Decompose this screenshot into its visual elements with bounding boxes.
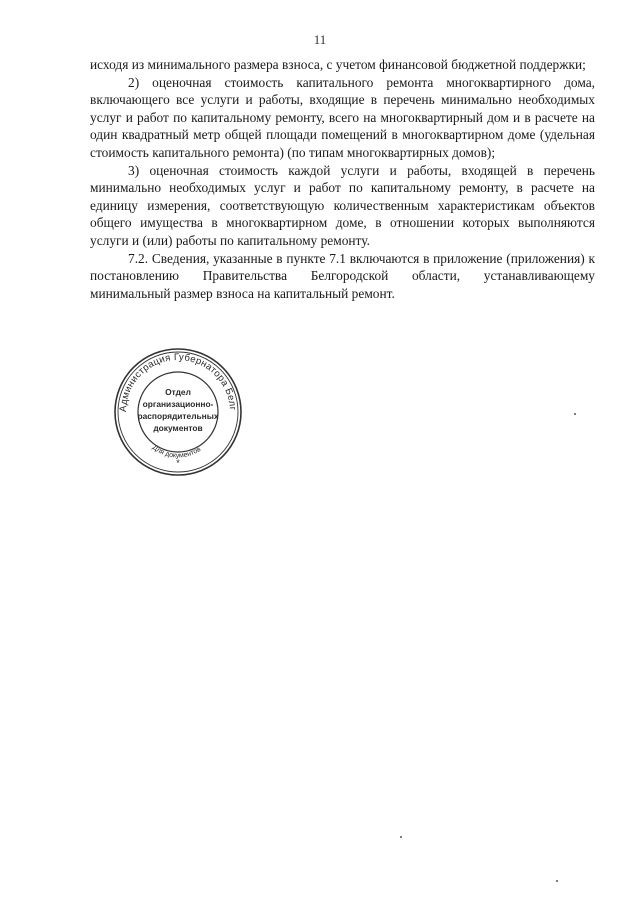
stamp-bottom-text: Для документов bbox=[150, 444, 203, 460]
stamp-center-line: организационно- bbox=[142, 399, 214, 409]
stamp-center-line: распорядительных bbox=[137, 411, 219, 421]
scan-speck bbox=[400, 836, 402, 838]
stamp-seal-icon bbox=[112, 346, 244, 478]
paragraph-item-2: 2) оценочная стоимость капитального ремонта многоквартирного дома, включающего все услуги и работы, входящие в перечень минимально необходимых услуг и работ по капитальному ремонту, всего на многоквартирный дом и в расчете на один квадратный метр общей площади помещений в многоквартирном доме (удельная стоимость капитального ремонта) (по типам многоквартирных домов); bbox=[90, 74, 595, 160]
stamp-outer-text: Администрация Губернатора Белг bbox=[117, 351, 238, 413]
stamp-center-line: Отдел bbox=[165, 387, 191, 397]
stamp-star: * bbox=[176, 458, 180, 468]
paragraph-continuation: исходя из минимального размера взноса, с учетом финансовой бюджетной поддержки; bbox=[90, 57, 586, 72]
page-number: 11 bbox=[313, 32, 327, 47]
official-stamp bbox=[112, 346, 244, 478]
paragraph-7-2: 7.2. Сведения, указанные в пункте 7.1 включаются в приложение (приложения) к постановлению Правительства Белгородской области, устанавливающему минимальный размер взноса на капитальный ремонт. bbox=[90, 250, 595, 301]
document-body bbox=[90, 56, 595, 302]
scan-speck bbox=[574, 413, 576, 415]
stamp-center-line: документов bbox=[153, 423, 203, 433]
scan-speck bbox=[556, 880, 558, 882]
paragraph-item-3: 3) оценочная стоимость каждой услуги и работы, входящей в перечень минимально необходимых услуг и работ по капитальному ремонту, в расчете на единицу измерения, соответствующую количественным характеристикам объектов общего имущества в многоквартирном доме, в отношении которых выполняются услуги и (или) работы по капитальному ремонту. bbox=[90, 162, 595, 248]
